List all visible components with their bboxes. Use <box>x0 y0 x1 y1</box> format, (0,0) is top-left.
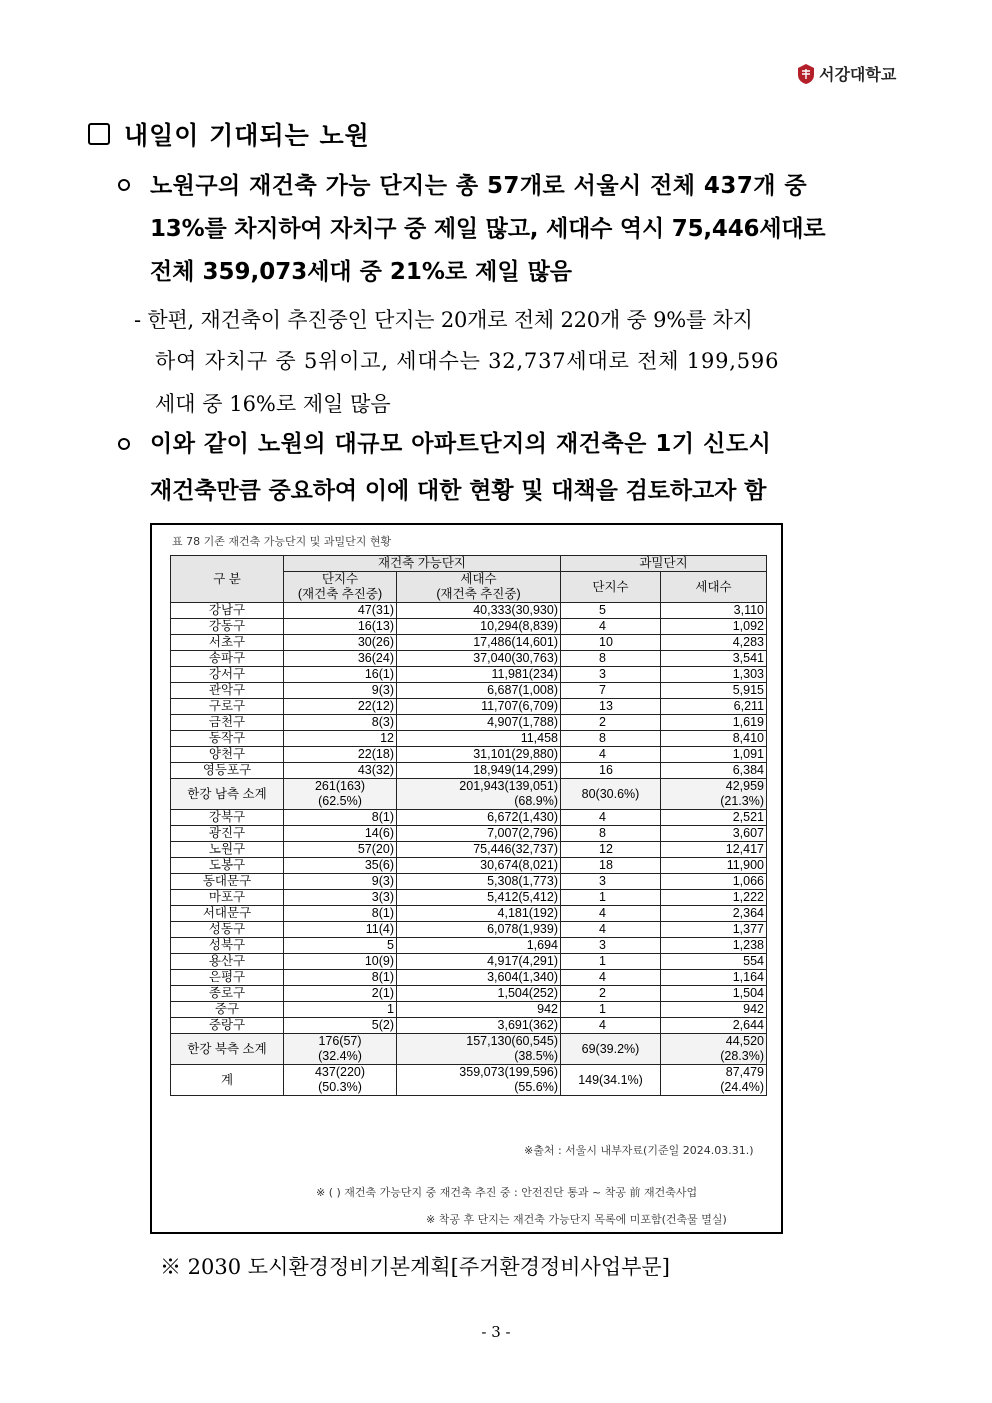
row-label: 마포구 <box>171 890 284 906</box>
cell-complex: 261(163) (62.5%) <box>284 779 397 810</box>
table-row <box>171 842 767 858</box>
bullet1-line-2: 13%를 차지하여 자치구 중 제일 많고, 세대수 역시 75,446세대로 <box>150 216 826 242</box>
bullet1-line-1: 노원구의 재건축 가능 단지는 총 57개로 서울시 전체 437개 중 <box>150 173 808 199</box>
row-label: 용산구 <box>171 954 284 970</box>
cell-household: 6,687(1,008) <box>397 683 561 699</box>
cell-dense-complex: 149(34.1%) <box>561 1065 661 1096</box>
cell-dense-household: 11,900 <box>661 858 767 874</box>
cell-dense-complex: 16 <box>561 763 661 779</box>
university-seal-icon <box>797 63 815 85</box>
cell-dense-complex: 2 <box>561 986 661 1002</box>
cell-household: 5,412(5,412) <box>397 890 561 906</box>
cell-dense-complex: 10 <box>561 635 661 651</box>
cell-household: 157,130(60,545) (38.5%) <box>397 1034 561 1065</box>
cell-dense-complex: 4 <box>561 922 661 938</box>
cell-household: 17,486(14,601) <box>397 635 561 651</box>
cell-dense-complex: 4 <box>561 619 661 635</box>
section-heading <box>88 116 370 152</box>
cell-complex: 8(1) <box>284 906 397 922</box>
section-title: 내일이 기대되는 노원 <box>124 121 370 150</box>
row-label: 노원구 <box>171 842 284 858</box>
south-subtotal-row <box>171 779 767 810</box>
cell-complex: 11(4) <box>284 922 397 938</box>
cell-complex: 12 <box>284 731 397 747</box>
row-label: 강북구 <box>171 810 284 826</box>
cell-dense-complex: 8 <box>561 731 661 747</box>
reference-note: ※ 2030 도시환경정비기본계획[주거환경정비사업부문] <box>160 1255 670 1279</box>
cell-dense-complex: 7 <box>561 683 661 699</box>
row-label: 광진구 <box>171 826 284 842</box>
cell-complex: 30(26) <box>284 635 397 651</box>
cell-household: 4,181(192) <box>397 906 561 922</box>
cell-dense-household: 1,066 <box>661 874 767 890</box>
checkbox-square-icon <box>88 123 110 145</box>
cell-dense-complex: 4 <box>561 747 661 763</box>
cell-dense-household: 2,644 <box>661 1018 767 1034</box>
cell-dense-household: 4,283 <box>661 635 767 651</box>
table-row <box>171 651 767 667</box>
cell-dense-household: 3,607 <box>661 826 767 842</box>
cell-household: 1,694 <box>397 938 561 954</box>
table-row <box>171 699 767 715</box>
table-row <box>171 858 767 874</box>
cell-complex: 14(6) <box>284 826 397 842</box>
cell-complex: 8(1) <box>284 970 397 986</box>
cell-complex: 437(220) (50.3%) <box>284 1065 397 1096</box>
cell-household: 30,674(8,021) <box>397 858 561 874</box>
table-row <box>171 763 767 779</box>
header-dense-household: 세대수 <box>661 572 767 603</box>
cell-dense-complex: 69(39.2%) <box>561 1034 661 1065</box>
row-label: 한강 남측 소계 <box>171 779 284 810</box>
cell-household: 11,707(6,709) <box>397 699 561 715</box>
cell-dense-household: 3,110 <box>661 603 767 619</box>
row-label: 서대문구 <box>171 906 284 922</box>
row-label: 한강 북측 소계 <box>171 1034 284 1065</box>
cell-dense-household: 5,915 <box>661 683 767 699</box>
table-row <box>171 747 767 763</box>
cell-household: 75,446(32,737) <box>397 842 561 858</box>
redevelopment-table <box>170 555 767 1096</box>
cell-dense-complex: 8 <box>561 826 661 842</box>
cell-household: 3,604(1,340) <box>397 970 561 986</box>
cell-household: 4,917(4,291) <box>397 954 561 970</box>
cell-dense-household: 3,541 <box>661 651 767 667</box>
cell-dense-household: 2,521 <box>661 810 767 826</box>
row-label: 중랑구 <box>171 1018 284 1034</box>
cell-complex: 16(13) <box>284 619 397 635</box>
cell-complex: 3(3) <box>284 890 397 906</box>
row-label: 성북구 <box>171 938 284 954</box>
cell-dense-complex: 1 <box>561 890 661 906</box>
cell-dense-complex: 1 <box>561 1002 661 1018</box>
row-label: 강남구 <box>171 603 284 619</box>
table-row <box>171 635 767 651</box>
row-label: 중구 <box>171 1002 284 1018</box>
cell-complex: 10(9) <box>284 954 397 970</box>
cell-dense-household: 87,479 (24.4%) <box>661 1065 767 1096</box>
cell-complex: 36(24) <box>284 651 397 667</box>
table-row <box>171 954 767 970</box>
table-row <box>171 906 767 922</box>
table-row <box>171 890 767 906</box>
cell-complex: 16(1) <box>284 667 397 683</box>
row-label: 송파구 <box>171 651 284 667</box>
table-row <box>171 1018 767 1034</box>
header-household-count: 세대수 (재건축 추진중) <box>397 572 561 603</box>
cell-household: 31,101(29,880) <box>397 747 561 763</box>
row-label: 서초구 <box>171 635 284 651</box>
cell-dense-complex: 1 <box>561 954 661 970</box>
table-caption: 표 78 기존 재건축 가능단지 및 과밀단지 현황 <box>172 535 392 548</box>
cell-complex: 43(32) <box>284 763 397 779</box>
row-label: 도봉구 <box>171 858 284 874</box>
cell-dense-household: 1,504 <box>661 986 767 1002</box>
cell-dense-complex: 3 <box>561 938 661 954</box>
cell-complex: 5(2) <box>284 1018 397 1034</box>
cell-household: 6,078(1,939) <box>397 922 561 938</box>
cell-dense-household: 2,364 <box>661 906 767 922</box>
cell-household: 942 <box>397 1002 561 1018</box>
cell-complex: 22(18) <box>284 747 397 763</box>
row-label: 영등포구 <box>171 763 284 779</box>
cell-dense-household: 554 <box>661 954 767 970</box>
bullet2-line-2: 재건축만큼 중요하여 이에 대한 현황 및 대책을 검토하고자 함 <box>150 478 767 504</box>
page-number: - 3 - <box>481 1323 511 1341</box>
sub1-line-2: 하여 자치구 중 5위이고, 세대수는 32,737세대로 전체 199,596 <box>155 349 780 373</box>
cell-household: 18,949(14,299) <box>397 763 561 779</box>
grand-total-row <box>171 1065 767 1096</box>
cell-dense-complex: 4 <box>561 906 661 922</box>
cell-complex: 47(31) <box>284 603 397 619</box>
cell-dense-household: 6,384 <box>661 763 767 779</box>
cell-complex: 35(6) <box>284 858 397 874</box>
cell-dense-complex: 12 <box>561 842 661 858</box>
table-note-2: ※ 착공 후 단지는 재건축 가능단지 목록에 미포함(건축물 멸실) <box>426 1213 727 1226</box>
cell-household: 359,073(199,596) (55.6%) <box>397 1065 561 1096</box>
cell-complex: 176(57) (32.4%) <box>284 1034 397 1065</box>
cell-dense-household: 8,410 <box>661 731 767 747</box>
cell-household: 10,294(8,839) <box>397 619 561 635</box>
university-logo <box>797 62 896 85</box>
header-group-dense: 과밀단지 <box>561 556 767 572</box>
cell-complex: 5 <box>284 938 397 954</box>
table-row <box>171 731 767 747</box>
bullet1-line-3: 전체 359,073세대 중 21%로 제일 많음 <box>150 259 573 285</box>
sub1-line-3: 세대 중 16%로 제일 많음 <box>155 392 391 416</box>
cell-dense-household: 1,091 <box>661 747 767 763</box>
cell-household: 3,691(362) <box>397 1018 561 1034</box>
row-label: 강동구 <box>171 619 284 635</box>
north-subtotal-row <box>171 1034 767 1065</box>
cell-dense-household: 1,619 <box>661 715 767 731</box>
header-group-rebuild: 재건축 가능단지 <box>284 556 561 572</box>
cell-complex: 57(20) <box>284 842 397 858</box>
cell-household: 11,981(234) <box>397 667 561 683</box>
table-row <box>171 826 767 842</box>
table-row <box>171 667 767 683</box>
cell-dense-household: 1,092 <box>661 619 767 635</box>
row-label: 금천구 <box>171 715 284 731</box>
table-row <box>171 986 767 1002</box>
cell-dense-household: 942 <box>661 1002 767 1018</box>
cell-dense-household: 6,211 <box>661 699 767 715</box>
cell-dense-complex: 4 <box>561 970 661 986</box>
header-complex-count: 단지수 (재건축 추진중) <box>284 572 397 603</box>
cell-dense-household: 42,959 (21.3%) <box>661 779 767 810</box>
row-label: 동대문구 <box>171 874 284 890</box>
cell-dense-complex: 13 <box>561 699 661 715</box>
cell-dense-complex: 3 <box>561 874 661 890</box>
cell-complex: 22(12) <box>284 699 397 715</box>
table-row <box>171 874 767 890</box>
row-label: 강서구 <box>171 667 284 683</box>
cell-complex: 2(1) <box>284 986 397 1002</box>
cell-dense-complex: 8 <box>561 651 661 667</box>
cell-complex: 8(1) <box>284 810 397 826</box>
row-label: 계 <box>171 1065 284 1096</box>
table-row <box>171 683 767 699</box>
university-name: 서강대학교 <box>819 65 897 84</box>
row-label: 은평구 <box>171 970 284 986</box>
table-row <box>171 810 767 826</box>
sub1-line-1: - 한편, 재건축이 추진중인 단지는 20개로 전체 220개 중 9%를 차지 <box>134 308 753 332</box>
table-row <box>171 938 767 954</box>
cell-household: 1,504(252) <box>397 986 561 1002</box>
row-label: 성동구 <box>171 922 284 938</box>
cell-dense-household: 44,520 (28.3%) <box>661 1034 767 1065</box>
table-row <box>171 970 767 986</box>
cell-dense-complex: 18 <box>561 858 661 874</box>
cell-dense-complex: 4 <box>561 810 661 826</box>
bullet2-line-1: 이와 같이 노원의 대규모 아파트단지의 재건축은 1기 신도시 <box>150 431 772 457</box>
cell-dense-household: 1,238 <box>661 938 767 954</box>
header-category: 구 분 <box>171 556 284 603</box>
circle-bullet-icon <box>118 438 130 450</box>
cell-complex: 1 <box>284 1002 397 1018</box>
cell-complex: 8(3) <box>284 715 397 731</box>
cell-dense-household: 1,164 <box>661 970 767 986</box>
cell-household: 11,458 <box>397 731 561 747</box>
table-row <box>171 922 767 938</box>
cell-dense-household: 12,417 <box>661 842 767 858</box>
circle-bullet-icon <box>118 179 130 191</box>
table-note-1: ※ ( ) 재건축 가능단지 중 재건축 추진 중 : 안전진단 통과 ~ 착공 前 재건축사업 <box>316 1186 698 1199</box>
cell-dense-household: 1,222 <box>661 890 767 906</box>
cell-dense-complex: 2 <box>561 715 661 731</box>
cell-household: 4,907(1,788) <box>397 715 561 731</box>
table-row <box>171 1002 767 1018</box>
cell-household: 37,040(30,763) <box>397 651 561 667</box>
cell-dense-complex: 5 <box>561 603 661 619</box>
cell-household: 6,672(1,430) <box>397 810 561 826</box>
row-label: 구로구 <box>171 699 284 715</box>
cell-dense-complex: 3 <box>561 667 661 683</box>
row-label: 동작구 <box>171 731 284 747</box>
cell-household: 5,308(1,773) <box>397 874 561 890</box>
header-dense-complex: 단지수 <box>561 572 661 603</box>
row-label: 종로구 <box>171 986 284 1002</box>
table-row <box>171 619 767 635</box>
table-row <box>171 603 767 619</box>
cell-household: 201,943(139,051) (68.9%) <box>397 779 561 810</box>
cell-dense-household: 1,303 <box>661 667 767 683</box>
table-row <box>171 715 767 731</box>
table-source: ※출처 : 서울시 내부자료(기준일 2024.03.31.) <box>524 1144 754 1157</box>
cell-household: 7,007(2,796) <box>397 826 561 842</box>
cell-household: 40,333(30,930) <box>397 603 561 619</box>
cell-dense-household: 1,377 <box>661 922 767 938</box>
cell-dense-complex: 4 <box>561 1018 661 1034</box>
row-label: 관악구 <box>171 683 284 699</box>
row-label: 양천구 <box>171 747 284 763</box>
cell-dense-complex: 80(30.6%) <box>561 779 661 810</box>
cell-complex: 9(3) <box>284 874 397 890</box>
cell-complex: 9(3) <box>284 683 397 699</box>
